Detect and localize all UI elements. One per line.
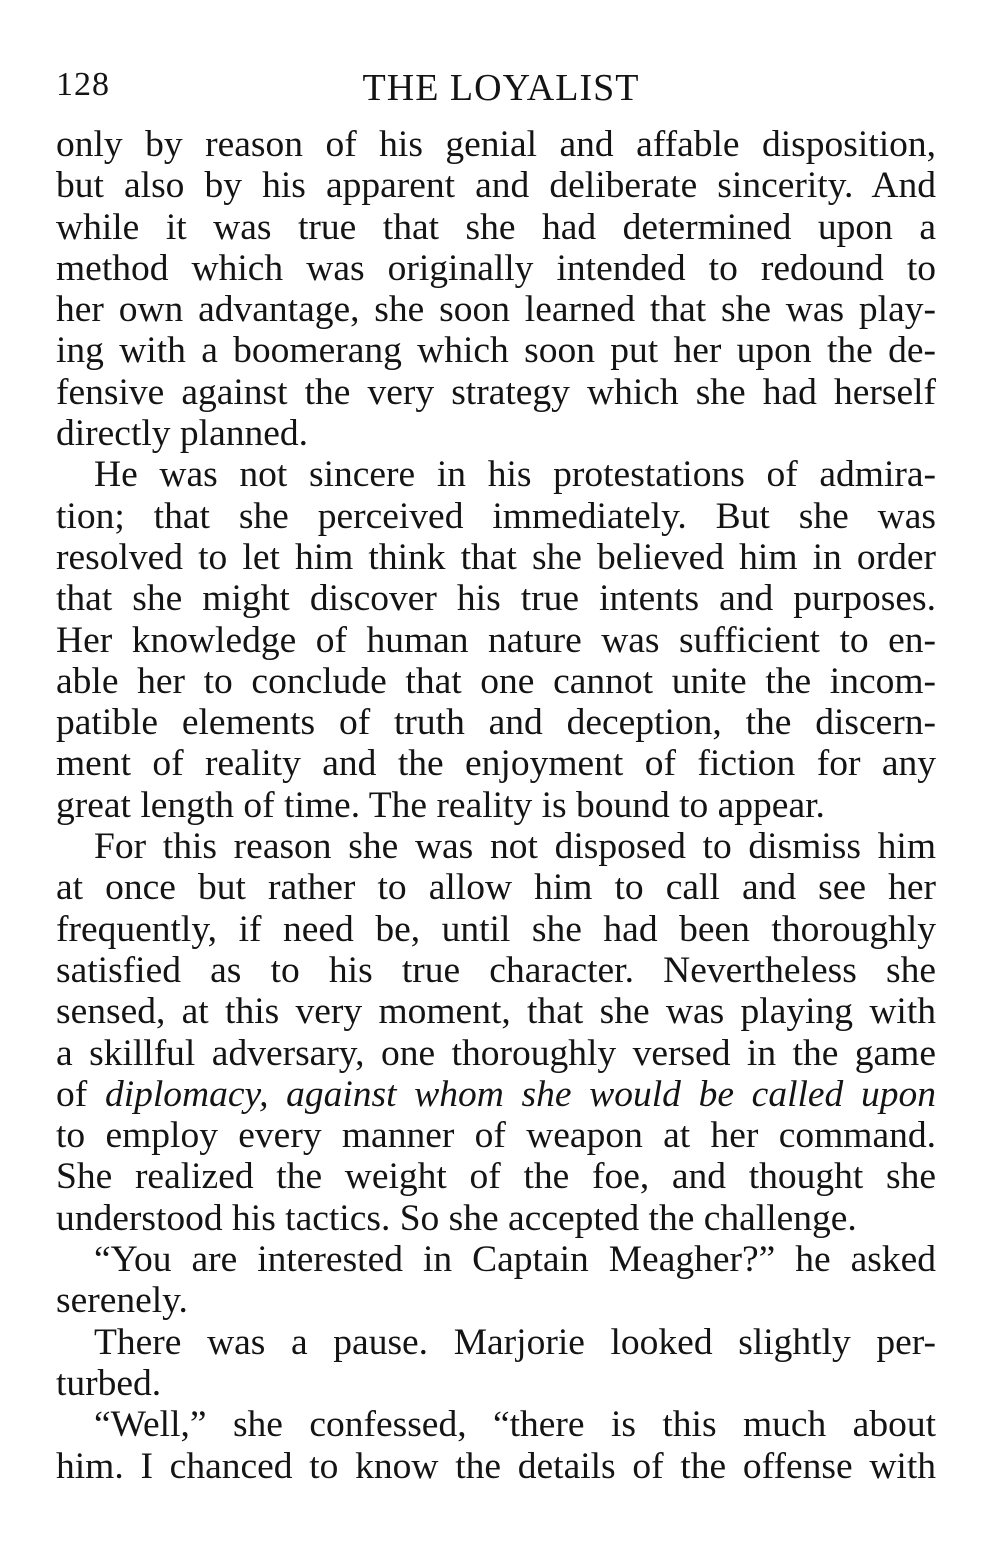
text-segment: directly planned. bbox=[56, 413, 308, 455]
text-segment: serenely. bbox=[56, 1280, 188, 1322]
text-line bbox=[56, 454, 936, 495]
text-segment: sensed, at this very moment, that she was playing with bbox=[56, 991, 936, 1033]
page-header bbox=[56, 62, 936, 114]
text-line bbox=[56, 909, 936, 950]
text-segment: turbed. bbox=[56, 1362, 162, 1404]
text-segment: able her to conclude that one cannot unite the incom- bbox=[56, 660, 936, 702]
text-segment: For this reason she was not disposed to dismiss him bbox=[94, 826, 936, 868]
text-segment: “Well,” she confessed, “there is this much about bbox=[94, 1404, 936, 1446]
text-line bbox=[56, 950, 936, 991]
text-line bbox=[56, 289, 936, 330]
text-line bbox=[56, 1239, 936, 1280]
text-segment: He was not sincere in his protestations of admira- bbox=[94, 454, 936, 496]
text-line bbox=[56, 496, 936, 537]
text-line bbox=[56, 1446, 936, 1487]
italic-text-segment: diplomacy, against whom she would be called upon bbox=[104, 1073, 936, 1115]
text-segment: “You are interested in Captain Meagher?” he asked bbox=[94, 1239, 936, 1281]
text-line bbox=[56, 537, 936, 578]
text-line bbox=[56, 743, 936, 784]
book-page bbox=[56, 62, 936, 1487]
text-line bbox=[56, 867, 936, 908]
text-segment: tion; that she perceived immediately. But she was bbox=[56, 495, 936, 537]
text-segment: only by reason of his genial and affable disposition, bbox=[56, 124, 936, 165]
text-segment: great length of time. The reality is bound to appear. bbox=[56, 784, 825, 826]
text-segment: She realized the weight of the foe, and thought she bbox=[56, 1156, 936, 1198]
text-segment: her own advantage, she soon learned that she was play- bbox=[56, 289, 936, 331]
text-segment: frequently, if need be, until she had been thoroughly bbox=[56, 908, 936, 950]
text-line bbox=[56, 785, 936, 826]
text-line bbox=[56, 578, 936, 619]
text-segment: ing with a boomerang which soon put her upon the de- bbox=[56, 330, 936, 372]
text-segment: that she might discover his true intents and purposes. bbox=[56, 578, 936, 620]
text-line bbox=[56, 413, 936, 454]
text-line bbox=[56, 1074, 936, 1115]
text-line bbox=[56, 991, 936, 1032]
text-segment: a skillful adversary, one thoroughly versed in the game bbox=[56, 1032, 936, 1074]
text-line bbox=[56, 248, 936, 289]
text-segment: while it was true that she had determined upon a bbox=[56, 206, 936, 248]
text-segment: fensive against the very strategy which she had herself bbox=[56, 371, 936, 413]
running-title: THE LOYALIST bbox=[362, 67, 640, 109]
text-line bbox=[56, 620, 936, 661]
text-line bbox=[56, 1322, 936, 1363]
text-line bbox=[56, 702, 936, 743]
text-line bbox=[56, 826, 936, 867]
body-text bbox=[56, 124, 936, 1487]
text-line bbox=[56, 1115, 936, 1156]
text-segment: There was a pause. Marjorie looked slightly per- bbox=[94, 1321, 936, 1363]
text-line bbox=[56, 1198, 936, 1239]
text-line bbox=[56, 1156, 936, 1197]
text-line bbox=[56, 1404, 936, 1445]
text-line bbox=[56, 1280, 936, 1321]
text-segment: method which was originally intended to redound to bbox=[56, 247, 936, 289]
text-segment: Her knowledge of human nature was sufficient to en- bbox=[56, 619, 936, 661]
text-segment: at once but rather to allow him to call and see her bbox=[56, 867, 936, 909]
text-line bbox=[56, 330, 936, 371]
text-segment: understood his tactics. So she accepted the challenge. bbox=[56, 1197, 857, 1239]
text-segment: resolved to let him think that she believed him in order bbox=[56, 536, 936, 578]
text-segment: to employ every manner of weapon at her command. bbox=[56, 1115, 936, 1157]
text-segment: but also by his apparent and deliberate sincerity. And bbox=[56, 165, 936, 207]
text-segment: ment of reality and the enjoyment of fiction for any bbox=[56, 743, 936, 785]
text-line bbox=[56, 1363, 936, 1404]
text-line bbox=[56, 661, 936, 702]
text-segment: satisfied as to his true character. Nevertheless she bbox=[56, 949, 936, 991]
text-segment: of bbox=[56, 1073, 105, 1115]
text-segment: patible elements of truth and deception, the discern- bbox=[56, 702, 936, 744]
text-line bbox=[56, 124, 936, 165]
text-line bbox=[56, 372, 936, 413]
text-segment: him. I chanced to know the details of the offense with bbox=[56, 1445, 936, 1487]
text-line bbox=[56, 207, 936, 248]
text-line bbox=[56, 165, 936, 206]
text-line bbox=[56, 1033, 936, 1074]
page-number: 128 bbox=[56, 66, 110, 103]
